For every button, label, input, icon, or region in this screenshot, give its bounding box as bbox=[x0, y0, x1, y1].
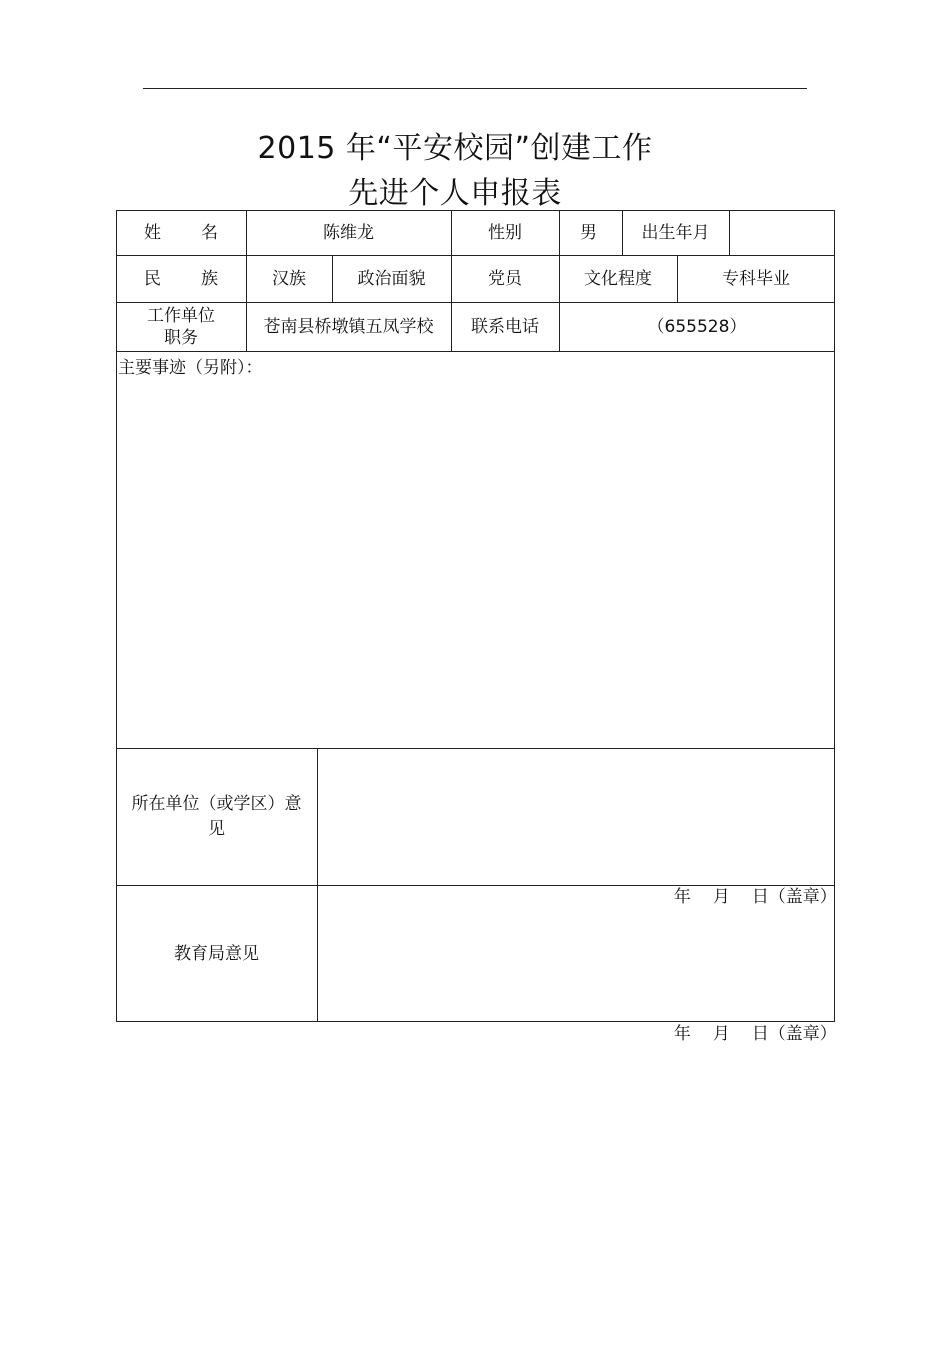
deeds-label: 主要事迹（另附）： bbox=[118, 358, 263, 378]
date-month: 月 bbox=[712, 887, 730, 907]
name-label bbox=[116, 210, 246, 255]
ethnicity-value[interactable]: 汉族 bbox=[272, 268, 306, 289]
workplace-value[interactable]: 苍南县桥墩镇五凤学校 bbox=[263, 316, 434, 337]
bureau-opinion-content-area[interactable] bbox=[318, 886, 834, 986]
gender-value[interactable]: 男 bbox=[580, 222, 597, 243]
date-day-stamp: 日（盖章） bbox=[751, 887, 837, 907]
unit-opinion-label-line: 所在单位（或学区）意 bbox=[131, 793, 302, 814]
phone-label: 联系电话 bbox=[471, 316, 539, 337]
row-divider bbox=[116, 351, 835, 352]
birth-label: 出生年月 bbox=[641, 222, 710, 243]
unit-opinion-content-area[interactable] bbox=[318, 749, 834, 849]
deeds-content-area[interactable] bbox=[117, 378, 834, 746]
politics-label: 政治面貌 bbox=[357, 268, 426, 289]
name-value[interactable]: 陈维龙 bbox=[323, 222, 374, 243]
workplace-label-line: 工作单位 bbox=[147, 305, 215, 326]
date-year: 年 bbox=[673, 887, 691, 907]
unit-opinion-label-line: 见 bbox=[208, 818, 225, 839]
date-day-stamp: 日（盖章） bbox=[751, 1024, 837, 1044]
phone-value[interactable]: （655528） bbox=[647, 316, 747, 337]
header-rule bbox=[143, 88, 807, 89]
page-title: 2015 年“平安校园”创建工作 bbox=[257, 131, 653, 166]
name-label-char: 名 bbox=[201, 222, 218, 243]
birth-value[interactable] bbox=[729, 210, 835, 255]
ethnicity-label-char: 民 bbox=[144, 268, 161, 289]
workplace-label bbox=[116, 302, 246, 351]
page-subtitle: 先进个人申报表 bbox=[348, 176, 562, 211]
ethnicity-label bbox=[116, 255, 246, 302]
date-year: 年 bbox=[673, 1024, 691, 1044]
gender-label: 性别 bbox=[488, 222, 522, 243]
date-month: 月 bbox=[712, 1024, 730, 1044]
name-label-char: 姓 bbox=[144, 222, 161, 243]
politics-value[interactable]: 党员 bbox=[488, 268, 522, 289]
ethnicity-label-char: 族 bbox=[201, 268, 218, 289]
bureau-opinion-label: 教育局意见 bbox=[174, 943, 259, 964]
education-value[interactable]: 专科毕业 bbox=[722, 268, 790, 289]
bureau-opinion-date bbox=[663, 999, 837, 1044]
workplace-label-line: 职务 bbox=[164, 327, 198, 348]
unit-opinion-label bbox=[116, 748, 317, 885]
education-label: 文化程度 bbox=[584, 268, 652, 289]
